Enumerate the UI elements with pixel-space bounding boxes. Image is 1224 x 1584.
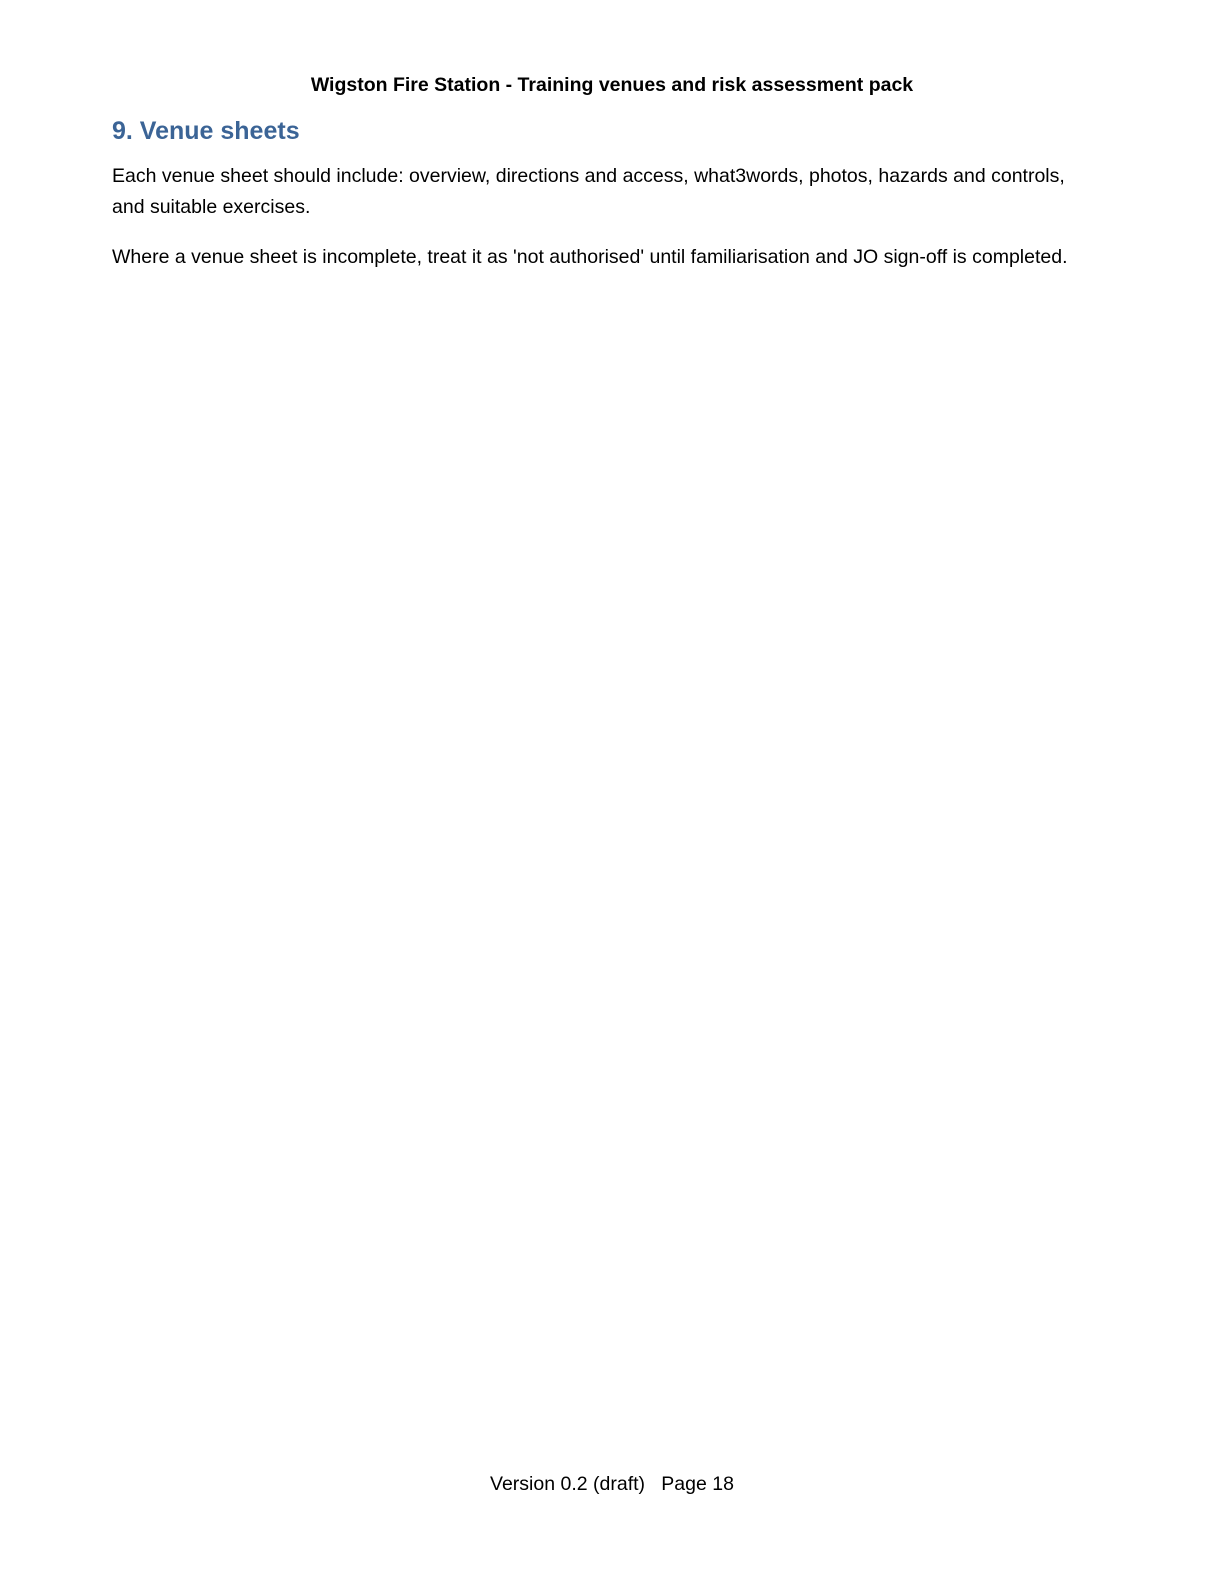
document-footer [112,1470,1112,1498]
body-paragraph-incomplete-policy: Where a venue sheet is incomplete, treat it as 'not authorised' until familiarisation and JO sign-off is completed. [112,246,1068,268]
footer-version: Version 0.2 (draft) [490,1473,646,1495]
document-header: Wigston Fire Station - Training venues and risk assessment pack [310,74,914,96]
section-heading: 9. Venue sheets [112,117,300,145]
body-paragraph-contents: Each venue sheet should include: overview, directions and access, what3words, photos, hazards and controls, and suitable exercises. [112,165,1065,218]
footer-page-number: Page 18 [661,1473,734,1495]
